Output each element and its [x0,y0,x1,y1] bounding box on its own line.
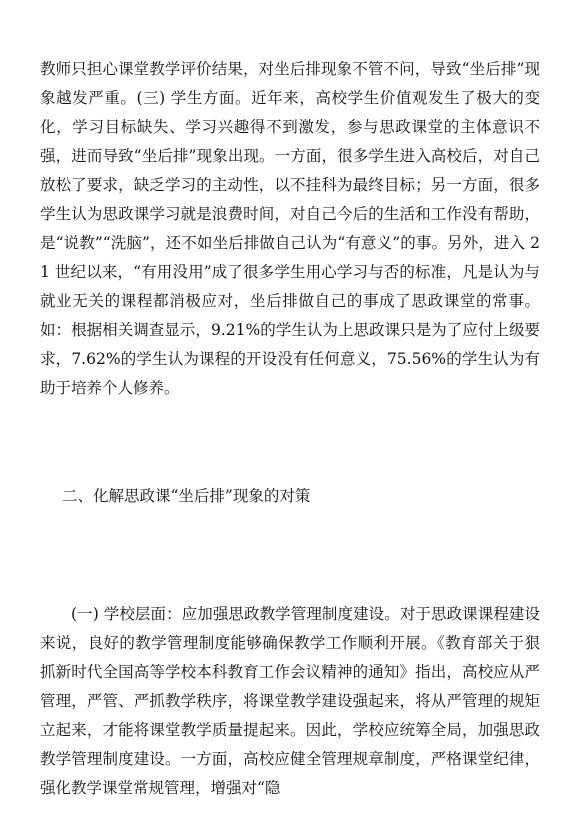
body-paragraph-school-level: (一) 学校层面：应加强思政教学管理制度建设。对于思政课课程建设来说，良好的教学管理制度能够确保教学工作顺利开展。《教育部关于狠抓新时代全国高等学校本科教育工作会议精神的通知》指出，高校应从严管理，严管、严抓教学秩序，将课堂教学建设强起来，将从严管理的规矩立起来，才能将课堂教学质量提起来。因此，学校应统筹全局，加强思政教学管理制度建设。一方面，高校应健全管理规章制度，严格课堂纪律，强化教学课堂常规管理，增强对“隐 [40,605,540,797]
body-paragraph-student-factors: 教师只担心课堂教学评价结果，对坐后排现象不管不问，导致“坐后排”现象越发严重。(三) 学生方面。近年来，高校学生价值观发生了极大的变化，学习目标缺失、学习兴趣得不到激发，参与思政课堂的主体意识不强，进而导致“坐后排”现象出现。一方面，很多学生进入高校后，对自己放松了要求，缺乏学习的主动性，以不挂科为最终目标；另一方面，很多学生认为思政课学习就是浪费时间，对自己今后的生活和工作没有帮助，是“说教”“洗脑”，还不如坐后排做自己认为“有意义”的事。另外，进入 21 世纪以来，“有用没用”成了很多学生用心学习与否的标准，凡是认为与就业无关的课程都消极应对，坐后排做自己的事成了思政课堂的常事。如：根据相关调查显示，9.21%的学生认为上思政课只是为了应付上级要求，7.62%的学生认为课程的开设没有任何意义，75.56%的学生认为有助于培养个人修养。 [40,60,540,397]
section-heading-countermeasures: 二、化解思政课“坐后排”现象的对策 [62,487,311,505]
